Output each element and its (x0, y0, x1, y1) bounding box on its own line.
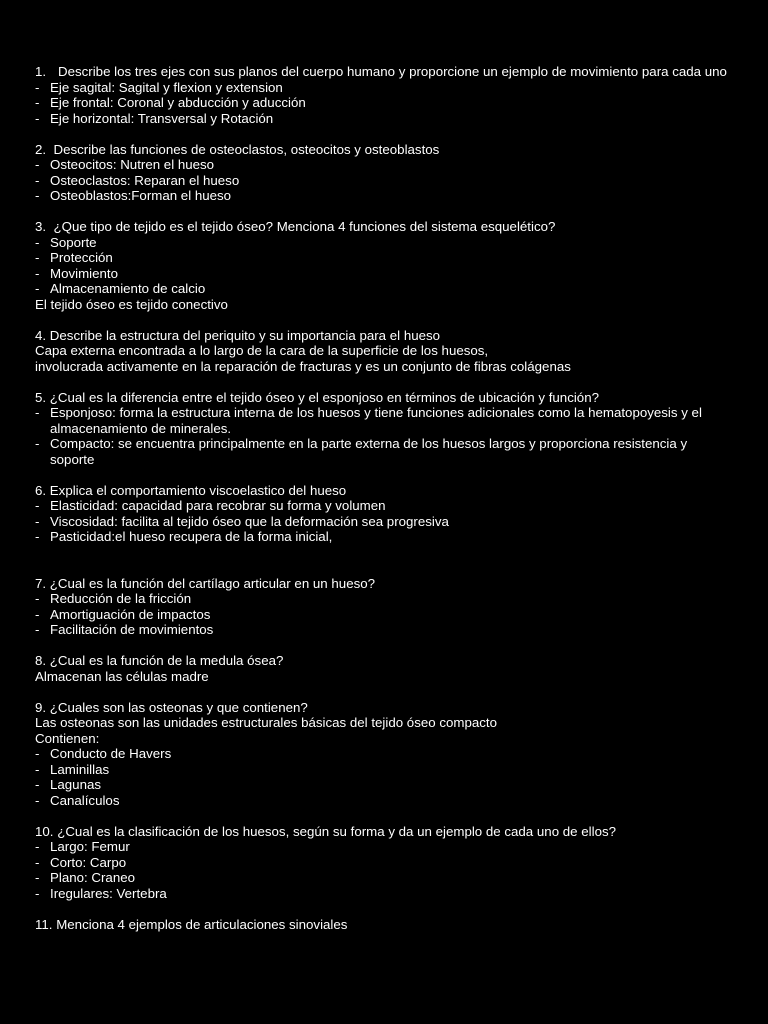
answer-item: - Canalículos (35, 793, 735, 809)
answer-list (35, 839, 735, 901)
question-8 (35, 653, 735, 684)
question-number: 7. (35, 575, 47, 591)
question-prompt: ¿Cuales son las osteonas y que contienen? (49, 699, 308, 715)
answer-list (35, 235, 735, 297)
answer-item: - Viscosidad: facilita al tejido óseo que la deformación sea progresiva (35, 514, 735, 530)
answer-item: - Laminillas (35, 762, 735, 778)
question-prompt: ¿Cual es la función del cartílago articular en un hueso? (49, 575, 376, 591)
question-9 (35, 700, 735, 809)
answer-item: - Soporte (35, 235, 735, 251)
answer-text: Almacenan las células madre (35, 668, 209, 684)
answer-item: - Protección (35, 250, 735, 266)
answer-text: Las osteonas son las unidades estructurales básicas del tejido óseo compacto (35, 715, 497, 730)
answer-list (35, 591, 735, 638)
answer-item: - Plano: Craneo (35, 870, 735, 886)
answer-item: - Facilitación de movimientos (35, 622, 735, 638)
question-prompt: ¿Que tipo de tejido es el tejido óseo? Menciona 4 funciones del sistema esquelético? (53, 219, 556, 234)
answer-item: - Eje horizontal: Transversal y Rotación (35, 111, 735, 127)
answer-item: - Compacto: se encuentra principalmente en la parte externa de los huesos largos y proporciona resistencia y soporte (35, 436, 735, 467)
answer-item: - Osteocitos: Nutren el hueso (35, 157, 735, 173)
question-prompt: ¿Cual es la función de la medula ósea? (49, 653, 284, 668)
answer-text: Capa externa encontrada a lo largo de la cara de la superficie de los huesos, (35, 343, 489, 358)
answer-text: involucrada activamente en la reparación de fracturas y es un conjunto de fibras colágenas (35, 358, 571, 374)
question-7 (35, 576, 735, 638)
question-2-text (35, 142, 735, 158)
answer-list (35, 746, 735, 808)
question-3-text (35, 219, 735, 235)
answer-item: - Amortiguación de impactos (35, 607, 735, 623)
question-11 (35, 917, 735, 933)
answer-text: Contienen: (35, 730, 100, 746)
question-5-text (35, 390, 735, 406)
question-2 (35, 142, 735, 204)
answer-item: - Lagunas (35, 777, 735, 793)
question-7-text (35, 576, 735, 592)
question-3 (35, 219, 735, 312)
question-number: 10. (35, 823, 54, 839)
question-number: 11. (35, 916, 53, 932)
answer-item: - Corto: Carpo (35, 855, 735, 871)
answer-item: - Elasticidad: capacidad para recobrar su forma y volumen (35, 498, 735, 514)
answer-item: - Movimiento (35, 266, 735, 282)
answer-item: - Largo: Femur (35, 839, 735, 855)
question-prompt: Describe las funciones de osteoclastos, osteocitos y osteoblastos (53, 141, 440, 157)
answer-item: - Pasticidad:el hueso recupera de la forma inicial, (35, 529, 735, 545)
question-prompt: ¿Cual es la diferencia entre el tejido óseo y el esponjoso en términos de ubicación y función? (49, 389, 599, 405)
question-number: 5. (35, 389, 47, 405)
question-prompt: Explica el comportamiento viscoelastico del hueso (49, 482, 347, 498)
answer-list (35, 80, 735, 127)
question-prompt: Menciona 4 ejemplos de articulaciones sinoviales (56, 916, 348, 932)
answer-item: - Osteoblastos:Forman el hueso (35, 188, 735, 204)
question-1-text (35, 64, 735, 80)
question-6 (35, 483, 735, 545)
question-number: 9. (35, 699, 47, 715)
answer-item: - Almacenamiento de calcio (35, 281, 735, 297)
answer-item: - Esponjoso: forma la estructura interna de los huesos y tiene funciones adicionales como la hematopoyesis y el almacenamiento de minerales. (35, 405, 735, 436)
question-number: 3. (35, 219, 47, 234)
question-number: 2. (35, 141, 47, 157)
question-prompt: Describe la estructura del periquito y su importancia para el hueso (49, 327, 441, 343)
answer-text: El tejido óseo es tejido conectivo (35, 296, 228, 312)
answer-item: - Iregulares: Vertebra (35, 886, 735, 902)
answer-item: - Conducto de Havers (35, 746, 735, 762)
question-6-text (35, 483, 735, 499)
answer-list (35, 405, 735, 467)
question-number: 1. (35, 64, 47, 79)
question-5 (35, 390, 735, 468)
question-number: 6. (35, 482, 47, 498)
question-8-text (35, 653, 735, 669)
answer-item: - Eje frontal: Coronal y abducción y aducción (35, 95, 735, 111)
answer-list (35, 498, 735, 545)
question-4 (35, 328, 735, 375)
answer-item: - Osteoclastos: Reparan el hueso (35, 173, 735, 189)
question-4-text (35, 328, 735, 344)
question-prompt: ¿Cual es la clasificación de los huesos, según su forma y da un ejemplo de cada uno de ellos? (57, 823, 617, 839)
question-prompt: Describe los tres ejes con sus planos del cuerpo humano y proporcione un ejemplo de movimiento para cada uno (58, 64, 727, 79)
question-11-text (35, 917, 735, 933)
question-number: 4. (35, 327, 47, 343)
question-list (35, 64, 735, 948)
question-number: 8. (35, 653, 47, 668)
answer-item: - Eje sagital: Sagital y flexion y extension (35, 80, 735, 96)
question-10-text (35, 824, 735, 840)
question-9-text (35, 700, 735, 716)
question-10 (35, 824, 735, 902)
answer-item: - Reducción de la fricción (35, 591, 735, 607)
answer-list (35, 157, 735, 204)
question-1 (35, 64, 735, 126)
